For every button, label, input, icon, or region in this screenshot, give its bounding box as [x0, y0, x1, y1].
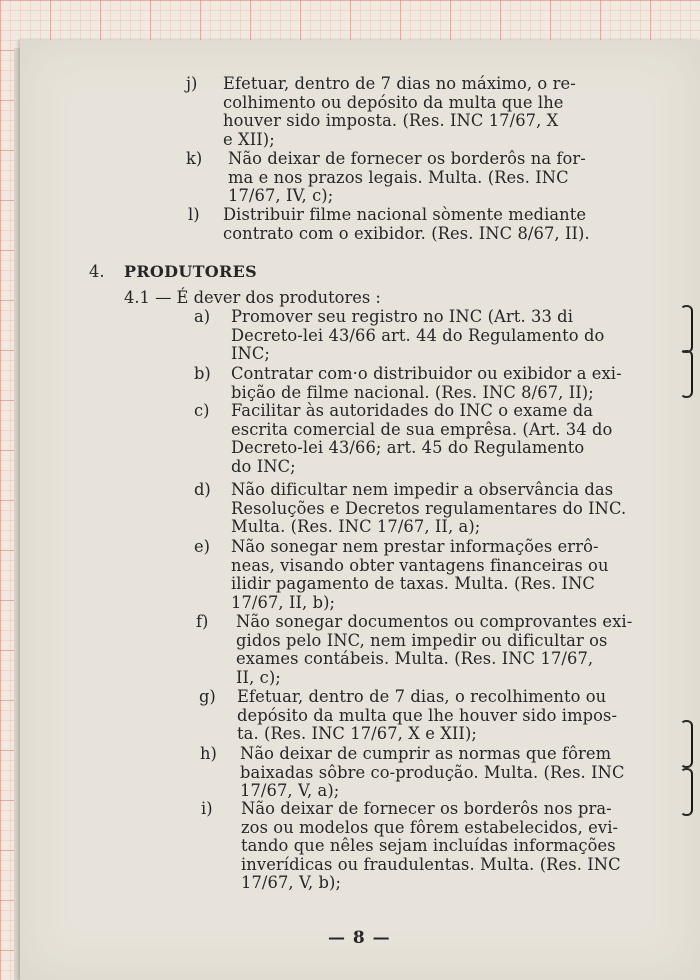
text-line: Não sonegar documentos ou comprovantes exi- [236, 612, 633, 631]
text-line: exames contábeis. Multa. (Res. INC 17/67, [236, 649, 594, 669]
text-line: Decreto-lei 43/66; art. 45 do Regulamento [231, 438, 585, 458]
text-line: depósito da multa que lhe houver sido impos- [237, 705, 618, 725]
text-line: Distribuir filme nacional sòmente mediante [223, 205, 587, 224]
text-line: baixadas sôbre co-produção. Multa. (Res. INC [240, 762, 625, 782]
item-label-f: f) [196, 612, 209, 631]
text-line: 17/67, II, b); [231, 592, 336, 612]
text-line: contrato com o exibidor. (Res. INC 8/67, II). [223, 223, 590, 243]
text-line: 17/67, V, a); [240, 781, 340, 801]
item-label-d: d) [194, 480, 211, 499]
item-label-i: i) [201, 799, 213, 818]
item-e-text [231, 538, 609, 612]
item-k-text [228, 150, 586, 206]
text-line: II, c); [236, 667, 281, 687]
item-a-text [231, 308, 604, 364]
section-title: PRODUTORES [124, 262, 257, 281]
item-i-text [241, 800, 621, 893]
item-label-l: l) [188, 205, 200, 224]
text-line: Facilitar às autoridades do INC o exame da [231, 401, 594, 420]
item-b-text [231, 365, 622, 402]
text-line: Não sonegar nem prestar informações errô- [231, 537, 599, 556]
item-l-text [223, 206, 590, 243]
text-line: Não deixar de cumprir as normas que fôrem [240, 744, 612, 763]
item-label-g: g) [199, 687, 216, 706]
text-line: Efetuar, dentro de 7 dias, o recolhimento ou [237, 687, 607, 706]
item-label-a: a) [194, 307, 211, 326]
item-label-e: e) [194, 537, 210, 556]
text-line: inverídicas ou fraudulentas. Multa. (Res. INC [241, 854, 621, 874]
item-d-text [231, 481, 626, 537]
item-label-h: h) [200, 744, 217, 763]
text-line: Não deixar de fornecer os borderôs nos pra- [241, 799, 612, 818]
staple-bottom-2 [680, 768, 693, 816]
text-line: colhimento ou depósito da multa que lhe [223, 92, 564, 112]
text-line: Promover seu registro no INC (Art. 33 di [231, 307, 574, 326]
text-line: Multa. (Res. INC 17/67, II, a); [231, 517, 481, 537]
item-label-b: b) [194, 364, 211, 383]
section-intro: 4.1 — É dever dos produtores : [124, 288, 381, 307]
text-line: 17/67, IV, c); [228, 186, 334, 206]
text-line: Não dificultar nem impedir a observância das [231, 480, 614, 499]
text-line: neas, visando obter vantagens financeiras ou [231, 555, 609, 575]
item-label-k: k) [186, 149, 203, 168]
text-line: 17/67, V, b); [241, 873, 342, 893]
text-line: Não deixar de fornecer os borderôs na for- [228, 149, 586, 168]
text-line: escrita comercial de sua emprêsa. (Art. 34 do [231, 419, 613, 439]
text-line: INC; [231, 344, 271, 364]
text-line: Efetuar, dentro de 7 dias no máximo, o re- [223, 74, 576, 93]
text-line: ilidir pagamento de taxas. Multa. (Res. INC [231, 574, 595, 594]
text-line: gidos pelo INC, nem impedir ou dificultar os [236, 630, 608, 650]
page-number: — 8 — [328, 928, 391, 948]
item-j-text [223, 75, 576, 149]
text-line: zos ou modelos que fôrem estabelecidos, evi- [241, 817, 619, 837]
staple-top-2 [680, 350, 693, 398]
item-label-j: j) [186, 74, 198, 93]
text-line: ta. (Res. INC 17/67, X e XII); [237, 724, 478, 744]
item-label-c: c) [194, 401, 210, 420]
item-g-text [237, 688, 617, 744]
text-line: tando que nêles sejam incluídas informações [241, 836, 616, 856]
item-f-text [236, 613, 632, 687]
text-line: do INC; [231, 456, 296, 476]
text-line: e XII); [223, 129, 275, 149]
text-line: ma e nos prazos legais. Multa. (Res. INC [228, 167, 569, 187]
text-line: Decreto-lei 43/66 art. 44 do Regulamento do [231, 325, 605, 345]
staple-top-1 [680, 305, 693, 353]
item-h-text [240, 745, 625, 801]
item-c-text [231, 402, 612, 476]
text-line: bição de filme nacional. (Res. INC 8/67, II); [231, 382, 594, 402]
text-line: Contratar com·o distribuidor ou exibidor a exi- [231, 364, 622, 383]
text-line: Resoluções e Decretos regulamentares do INC. [231, 498, 627, 518]
staple-bottom-1 [680, 720, 693, 768]
section-number: 4. [89, 262, 105, 281]
text-line: houver sido imposta. (Res. INC 17/67, X [223, 111, 559, 131]
